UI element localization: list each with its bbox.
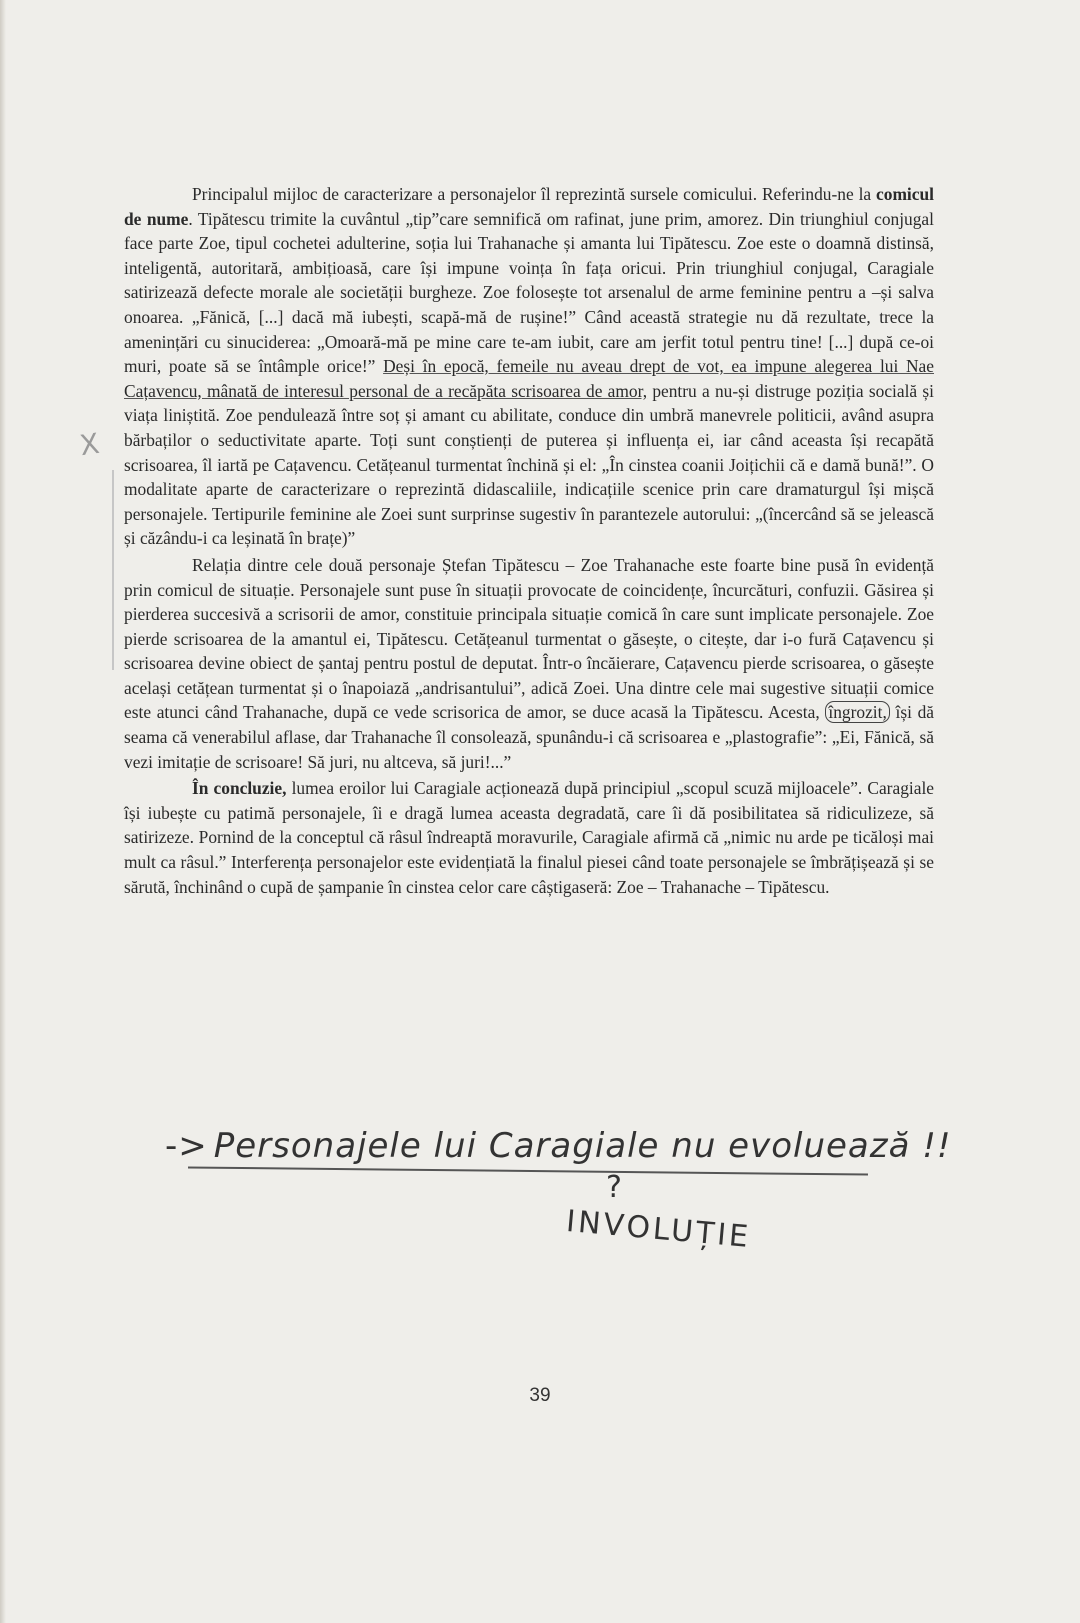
paragraph-2-body: Relația dintre cele două personaje Ștefan Tipătescu – Zoe Trahanache este foarte bine pusă în evidență prin comicul de situație. Personajele sunt puse în situații provocate de coincidențe, încurcături, confuzii. Găsirea și pierderea succesivă a scrisorii de amor, constituie principala situație comică în care sunt implicate personajele. Zoe pierde scrisoarea de la amantul ei, Tipătescu. Cetățeanul turmentat o găsește, o citește, dar i-o fură Cațavencu și scrisoarea devine obiect de șantaj pentru postul de deputat. Într-o încăierare, Cațavencu pierde scrisoarea, o găsește același cetățean turmentat și o înapoiază „andrisantului”, adică Zoei. Una dintre cele mai sugestive situații comice este atunci când Trahanache, după ce vede scrisorica de amor, se duce acasă la Tipătescu. Acesta, [124, 554, 934, 723]
body-text [124, 182, 934, 899]
paragraph-3 [124, 776, 934, 899]
paragraph-1 [124, 182, 934, 551]
paragraph-1-bold: comicul de nume [124, 184, 934, 229]
paragraph-2 [124, 553, 934, 774]
paragraph-3-bold: În concluzie, [192, 778, 287, 799]
paragraph-1-body: . Tipătescu trimite la cuvântul „tip”care semnifică om rafinat, june prim, amorez. Din triunghiul conjugal face parte Zoe, tipul cochetei adulterine, soția lui Trahanache și amanta lui Tipătescu. Zoe este o doamnă distinsă, inteligentă, autoritară, ambițioasă, care își impune voința în fața oricui. Prin triunghiul conjugal, Caragiale satirizează defecte morale ale societății burgheze. Zoe folosește tot arsenalul de arme feminine pentru a –și salva onoarea. „Fănică, [...] dacă mă iubești, scapă-mă de rușine!” Când această strategie nu dă rezultate, trece la amenințări cu sinuciderea: „Omoară-mă pe mine care te-am iubit, care am jerfit totul pentru tine! [...] după ce-oi muri, poate să se întâmple orice!” [124, 208, 934, 377]
paragraph-3-body: lumea eroilor lui Caragiale acționează după principiul „scopul scuză mijloacele”. Caragiale își iubește cu patimă personajele, îi e dragă lumea aceasta degradată, care îi dă posibilitatea să ridiculizeze, să satirizeze. Pornind de la conceptul că râsul îndreaptă moravurile, Caragiale afirmă că „nimic nu arde pe ticăloși mai mult ca râsul.” Interferența personajelor este evidențiată la finalul piesei când toate personajele se îmbrățișează și se sărută, închinând o cupă de șampanie în cinstea celor care câștigaseră: Zoe – Trahanache – Tipătescu. [124, 778, 934, 897]
paragraph-1-underlined: Deși în epocă, femeile nu aveau drept de vot, ea impune alegerea lui Nae Cațavencu, mânată de interesul personal de a recăpăta scrisoarea de amor, [124, 356, 934, 401]
handwritten-involutie: INVOLUȚIE [564, 1203, 753, 1256]
page-number: 39 [529, 1385, 551, 1406]
margin-x-mark: X [77, 426, 102, 463]
paragraph-2-circled: îngrozit, [825, 701, 889, 723]
paragraph-1-intro: Principalul mijloc de caracterizare a personajelor îl reprezintă sursele comicului. Referindu-ne la [192, 184, 877, 204]
handwritten-note-text: Personajele lui Caragiale nu evoluează !! [213, 1126, 952, 1166]
arrow-icon: -> [165, 1126, 208, 1166]
handwritten-question-mark: ? [606, 1170, 622, 1205]
paragraph-2-end: își dă seama că venerabilul aflase, dar Trahanache îl consolează, spunându-i că scrisoarea e „plastografie”: „Ei, Fănică, să vezi imitație de scrisoare! Să juri, nu altceva, să juri!...” [124, 702, 935, 772]
handwritten-note [165, 1126, 952, 1166]
margin-pencil-line [112, 470, 114, 670]
paragraph-1-end: pentru a nu-și distruge poziția socială și viața liniștită. Zoe pendulează între soț și amant cu abilitate, conduce din umbră manevrele politicii, având asupra bărbaților o seductivitate aparte. Toți sunt conștienți de puterea și influența ei, iar când aceasta își recapătă scrisoarea, îl iartă pe Cațavencu. Cetățeanul turmentat închină și el: „În cinstea coanii Joițichii că e damă bună!”. O modalitate aparte de caracterizare o reprezintă didascaliile, indicațiile scenice prin care dramaturgul își mișcă personajele. Tertipurile feminine ale Zoei sunt surprinse sugestiv în parantezele autorului: „(încercând să se jelească și căzându-i ca leșinată în brațe)” [124, 380, 934, 549]
handwritten-underline [188, 1166, 868, 1175]
page-edge [0, 0, 6, 1623]
